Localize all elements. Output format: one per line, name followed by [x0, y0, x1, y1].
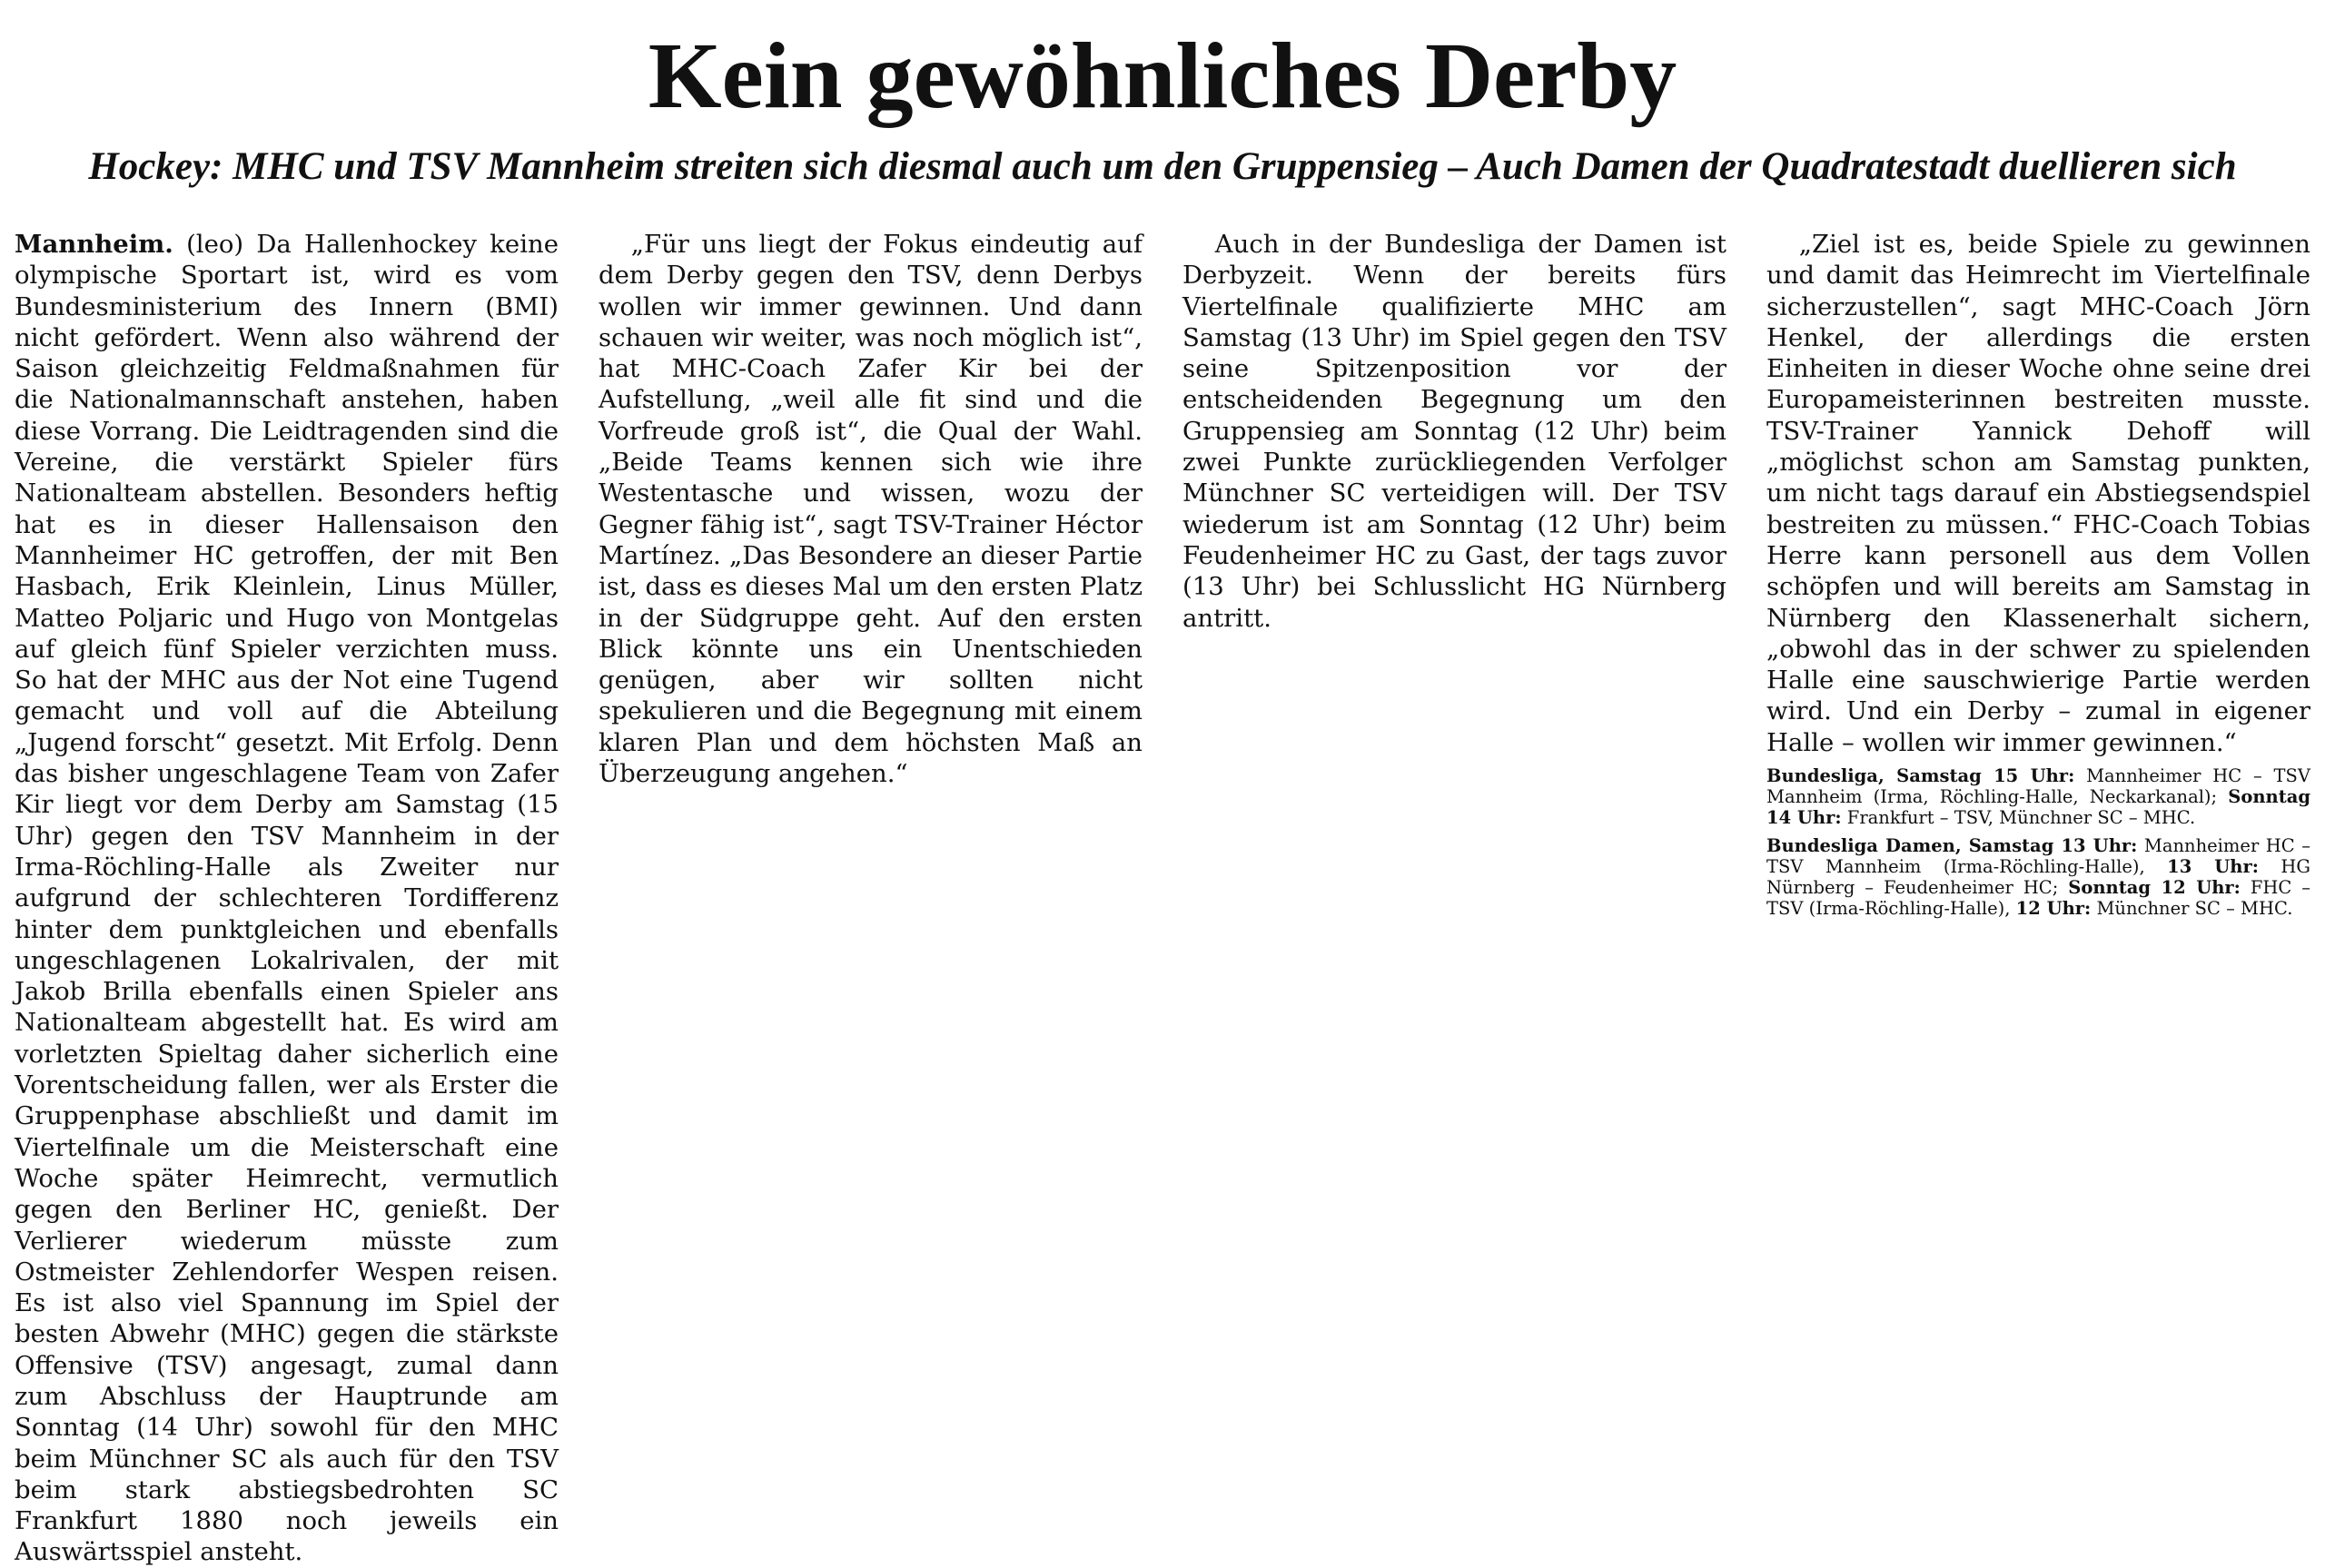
fixture-women-label-4: 12 Uhr: — [2015, 898, 2092, 920]
subheadline: Hockey: MHC und TSV Mannheim streiten sich diesmal auch um den Gruppensieg – Auch Damen der Quadratestadt duellieren sich — [88, 145, 2237, 188]
paragraph-2: „Für uns liegt der Fokus eindeutig auf dem Derby gegen den TSV, denn Derbys wollen wir immer gewinnen. Und dann schauen wir weiter, was noch möglich ist“, hat MHC-Coach Zafer Kir bei der Aufstellung, „weil alle fit sind und die Vorfreude groß ist“, die Qual der Wahl. „Beide Teams kennen sich wie ihre Westentasche und wissen, wozu der Gegner fähig ist“, sagt TSV-Trainer Héctor Martínez. „Das Besondere an dieser Partie ist, dass es dieses Mal um den ersten Platz in der Südgruppe geht. Auf den ersten Blick könnte uns ein Unentschieden genügen, aber wir sollten nicht spekulieren und die Begegnung mit einem klaren Plan und dem höchsten Maß an Überzeugung angehen.“ — [599, 230, 1143, 789]
paragraph-3: Auch in der Bundesliga der Damen ist Derbyzeit. Wenn der bereits fürs Viertelfinale qualifizierte MHC am Samstag (13 Uhr) im Spiel gegen den TSV seine Spitzenposition vor der entscheidenden Begegnung um den Gruppensieg am Sonntag (12 Uhr) beim zwei Punkte zurückliegenden Verfolger Münchner SC verteidigen will. Der TSV wiederum ist am Sonntag (12 Uhr) beim Feudenheimer HC zu Gast, der tags zuvor (13 Uhr) bei Schlusslicht HG Nürnberg antritt. — [1182, 230, 1726, 633]
fixture-women — [1766, 835, 2310, 919]
column-1 — [15, 229, 559, 1567]
fixture-men-label-2: Sonntag 14 Uhr: — [1766, 786, 2310, 829]
fixtures-box — [1766, 765, 2310, 919]
fixture-women-label-3: Sonntag 12 Uhr: — [2068, 877, 2241, 899]
paragraph-4: „Ziel ist es, beide Spiele zu gewinnen und damit das Heimrecht im Viertelfinale sicherzustellen“, sagt MHC-Coach Jörn Henkel, der allerdings die ersten Einheiten in dieser Woche ohne seine drei Europameisterinnen bestreiten musste. TSV-Trainer Yannick Dehoff will „möglichst schon am Samstag punkten, um nicht tags darauf ein Abstiegsendspiel bestreiten zu müssen.“ FHC-Coach Tobias Herre kann personell aus dem Vollen schöpfen und will bereits am Samstag in Nürnberg den Klassenerhalt sichern, „obwohl das in der schwer zu spielenden Halle eine sauschwierige Partie werden wird. Und ein Derby – zumal in eigener Halle – wollen wir immer gewinnen.“ — [1766, 230, 2310, 757]
column-2 — [599, 229, 1143, 991]
fixture-women-label-2: 13 Uhr: — [2167, 856, 2259, 878]
fixture-women-text-1: Mannheimer HC – TSV Mannheim (Irma-Röchling-Halle), — [1766, 835, 2310, 878]
fixture-men-label-1: Bundesliga, Samstag 15 Uhr: — [1766, 765, 2075, 787]
fixture-women-label-1: Bundesliga Damen, Samstag 13 Uhr: — [1766, 835, 2138, 857]
fixture-men-text-1: Mannheimer HC – TSV Mannheim (Irma, Röchling-Halle, Neckarkanal); — [1766, 765, 2310, 808]
dateline: Mannheim. — [15, 230, 173, 259]
article-columns — [15, 229, 2310, 1567]
column-4 — [1766, 229, 2310, 991]
fixture-men — [1766, 765, 2310, 828]
fixture-women-text-2: HG Nürnberg – Feudenheimer HC; — [1766, 856, 2310, 899]
paragraph-1 — [15, 229, 559, 1568]
fixture-women-text-4: Münchner SC – MHC. — [2096, 898, 2293, 920]
fixture-women-text-3: FHC – TSV (Irma-Röchling-Halle), — [1766, 877, 2310, 920]
paragraph-1-text: (leo) Da Hallenhockey keine olympische Sportart ist, wird es vom Bundesministerium des Innern (BMI) nicht gefördert. Wenn also während der Saison gleichzeitig Feldmaßnahmen für die Nationalmannschaft anstehen, haben diese Vorrang. Die Leidtragenden sind die Vereine, die verstärkt Spieler fürs Nationalteam abstellen. Besonders heftig hat es in dieser Hallensaison den Mannheimer HC getroffen, der mit Ben Hasbach, Erik Kleinlein, Linus Müller, Matteo Poljaric und Hugo von Montgelas auf gleich fünf Spieler verzichten muss. So hat der MHC aus der Not eine Tugend gemacht und voll auf die Abteilung „Jugend forscht“ gesetzt. Mit Erfolg. Denn das bisher ungeschlagene Team von Zafer Kir liegt vor dem Derby am Samstag (15 Uhr) gegen den TSV Mannheim in der Irma-Röchling-Halle als Zweiter nur aufgrund der schlechteren Tordifferenz hinter dem punktgleichen und ebenfalls ungeschlagenen Lokalrivalen, der mit Jakob Brilla ebenfalls einen Spieler ans Nationalteam abgestellt hat. Es wird am vorletzten Spieltag daher sicherlich eine Vorentscheidung fallen, wer als Erster die Gruppenphase abschließt und damit im Viertelfinale um die Meisterschaft eine Woche später Heimrecht, vermutlich gegen den Berliner HC, genießt. Der Verlierer wiederum müsste zum Ostmeister Zehlendorfer Wespen reisen. Es ist also viel Spannung im Spiel der besten Abwehr (MHC) gegen die stärkste Offensive (TSV) angesagt, zumal dann zum Abschluss der Hauptrunde am Sonntag (14 Uhr) sowohl für den MHC beim Münchner SC als auch für den TSV beim stark abstiegsbedrohten SC Frankfurt 1880 noch jeweils ein Auswärtsspiel ansteht. — [15, 230, 559, 1567]
fixture-men-text-2: Frankfurt – TSV, Münchner SC – MHC. — [1846, 807, 2196, 829]
headline: Kein gewöhnliches Derby — [648, 24, 1677, 128]
column-3 — [1182, 229, 1726, 991]
